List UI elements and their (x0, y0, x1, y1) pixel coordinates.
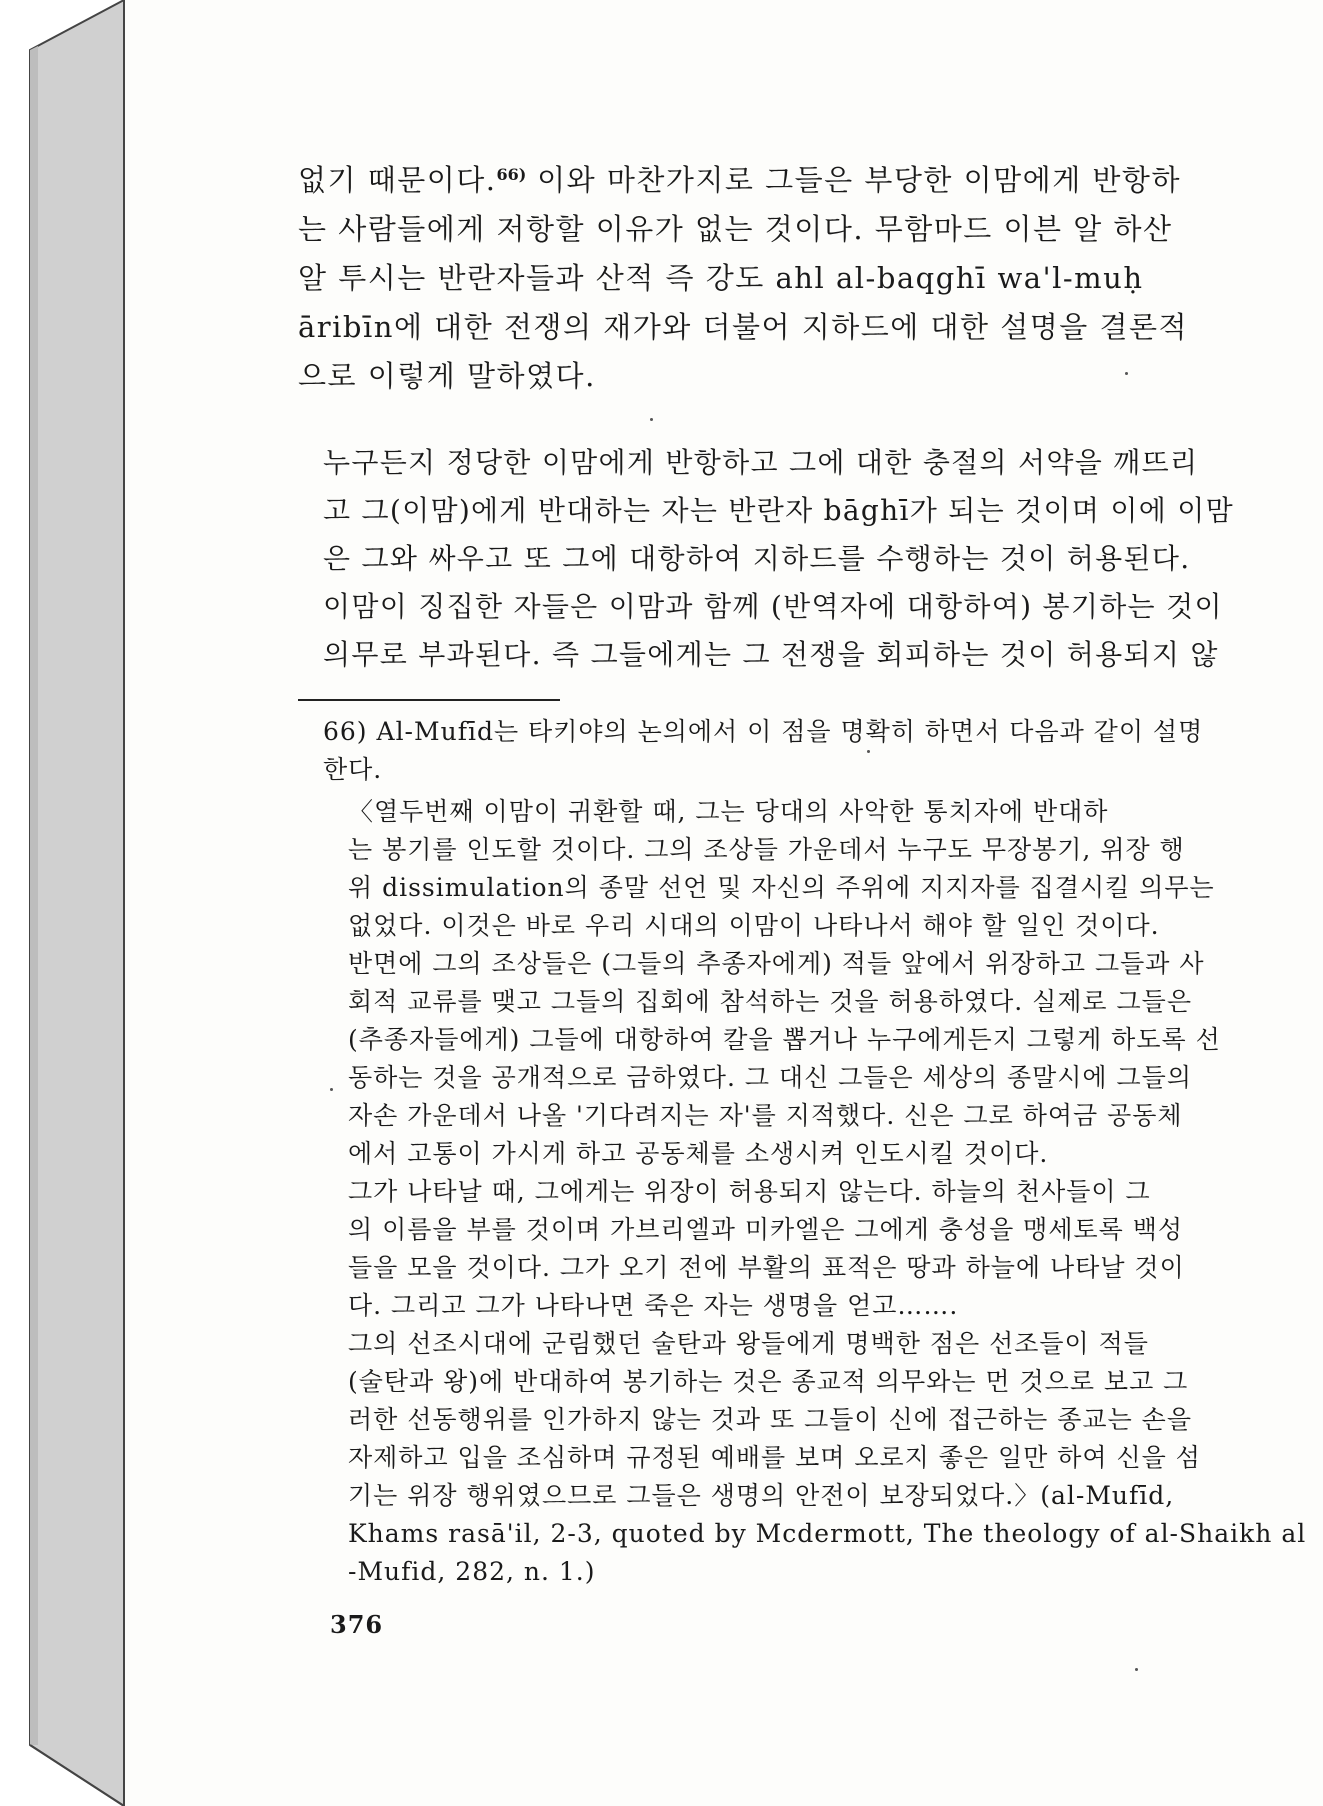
body-text-start: 없기 때문이다. (298, 163, 497, 197)
scan-speck (1135, 1668, 1138, 1671)
footnote-rule (298, 699, 560, 701)
page-number: 376 (330, 1610, 384, 1639)
text-block (298, 150, 1308, 1591)
footnote-66 (323, 713, 1308, 1591)
footnote-paragraph: 그의 선조시대에 군림했던 술탄과 왕들에게 명백한 점은 선조들이 적들 (술탄과 왕)에 반대하여 봉기하는 것은 종교적 의무와는 먼 것으로 보고 그 러한 선동행위를 인가하지 않는 것과 또 그들이 신에 접근하는 종교는 손을 자제하고 입을 조심하며 규정된 예배를 보며 오로지 좋은 일만 하여 신을 섬 기는 위장 행위였으므로 그들은 생명의 안전이 보장되었다.〉(al-Mufīd, Khams rasā'il, 2-3, quoted by Mcdermott, The theology of al-Shaikh al -Mufid, 282, n. 1.) (348, 1329, 1307, 1586)
footnote-paragraph: 〈열두번째 이맘이 귀환할 때, 그는 당대의 사악한 통치자에 반대하 는 봉기를 인도할 것이다. 그의 조상들 가운데서 누구도 무장봉기, 위장 행 위 dissimulation의 종말 선언 및 자신의 주위에 지지자를 집결시킬 의무는 없었다. 이것은 바로 우리 시대의 이맘이 나타나서 해야 할 일인 것이다. 반면에 그의 조상들은 (그들의 추종자에게) 적들 앞에서 위장하고 그들과 사 회적 교류를 맺고 그들의 집회에 참석하는 것을 허용하였다. 실제로 그들은 (추종자들에게) 그들에 대항하여 칼을 뽑거나 누구에게든지 그렇게 하도록 선 동하는 것을 공개적으로 금하였다. 그 대신 그들은 세상의 종말시에 그들의 자손 가운데서 나올 '기다려지는 자'를 지적했다. 신은 그로 하여금 공동체 에서 고통이 가시게 하고 공동체를 소생시켜 인도시킬 것이다. (348, 797, 1221, 1168)
footnote-paragraph: 그가 나타날 때, 그에게는 위장이 허용되지 않는다. 하늘의 천사들이 그 의 이름을 부를 것이며 가브리엘과 미카엘은 그에게 충성을 맹세토록 백성 들을 모을 것이다. 그가 오기 전에 부활의 표적은 땅과 하늘에 나타날 것이 다. 그리고 그가 나타나면 죽은 자는 생명을 얻고……. (348, 1177, 1185, 1320)
footnote-intro: 66) Al-Mufīd는 타키야의 논의에서 이 점을 명확히 하면서 다음과 같이 설명 한다. (323, 717, 1204, 784)
spine-face (30, 0, 124, 1806)
body-paragraph (298, 150, 1308, 401)
body-text-rest: 이와 마찬가지로 그들은 부당한 이맘에게 반항하 는 사람들에게 저항할 이유가 없는 것이다. 무함마드 이븐 알 하산 알 투시는 반란자들과 산적 즉 강도 ahl al-baqghī wa'l-muḥ āribīn에 대한 전쟁의 재가와 더불어 지하드에 대한 설명을 결론적 으로 이렇게 말하였다. (298, 163, 1189, 393)
block-quote: 누구든지 정당한 이맘에게 반항하고 그에 대한 충절의 서약을 깨뜨리 고 그(이맘)에게 반대하는 자는 반란자 bāghī가 되는 것이며 이에 이맘 은 그와 싸우고 또 그에 대항하여 지하드를 수행하는 것이 허용된다. 이맘이 징집한 자들은 이맘과 함께 (반역자에 대항하여) 봉기하는 것이 의무로 부과된다. 즉 그들에게는 그 전쟁을 회피하는 것이 허용되지 않 (323, 446, 1234, 671)
footnote-reference[interactable]: 66) (496, 165, 527, 184)
